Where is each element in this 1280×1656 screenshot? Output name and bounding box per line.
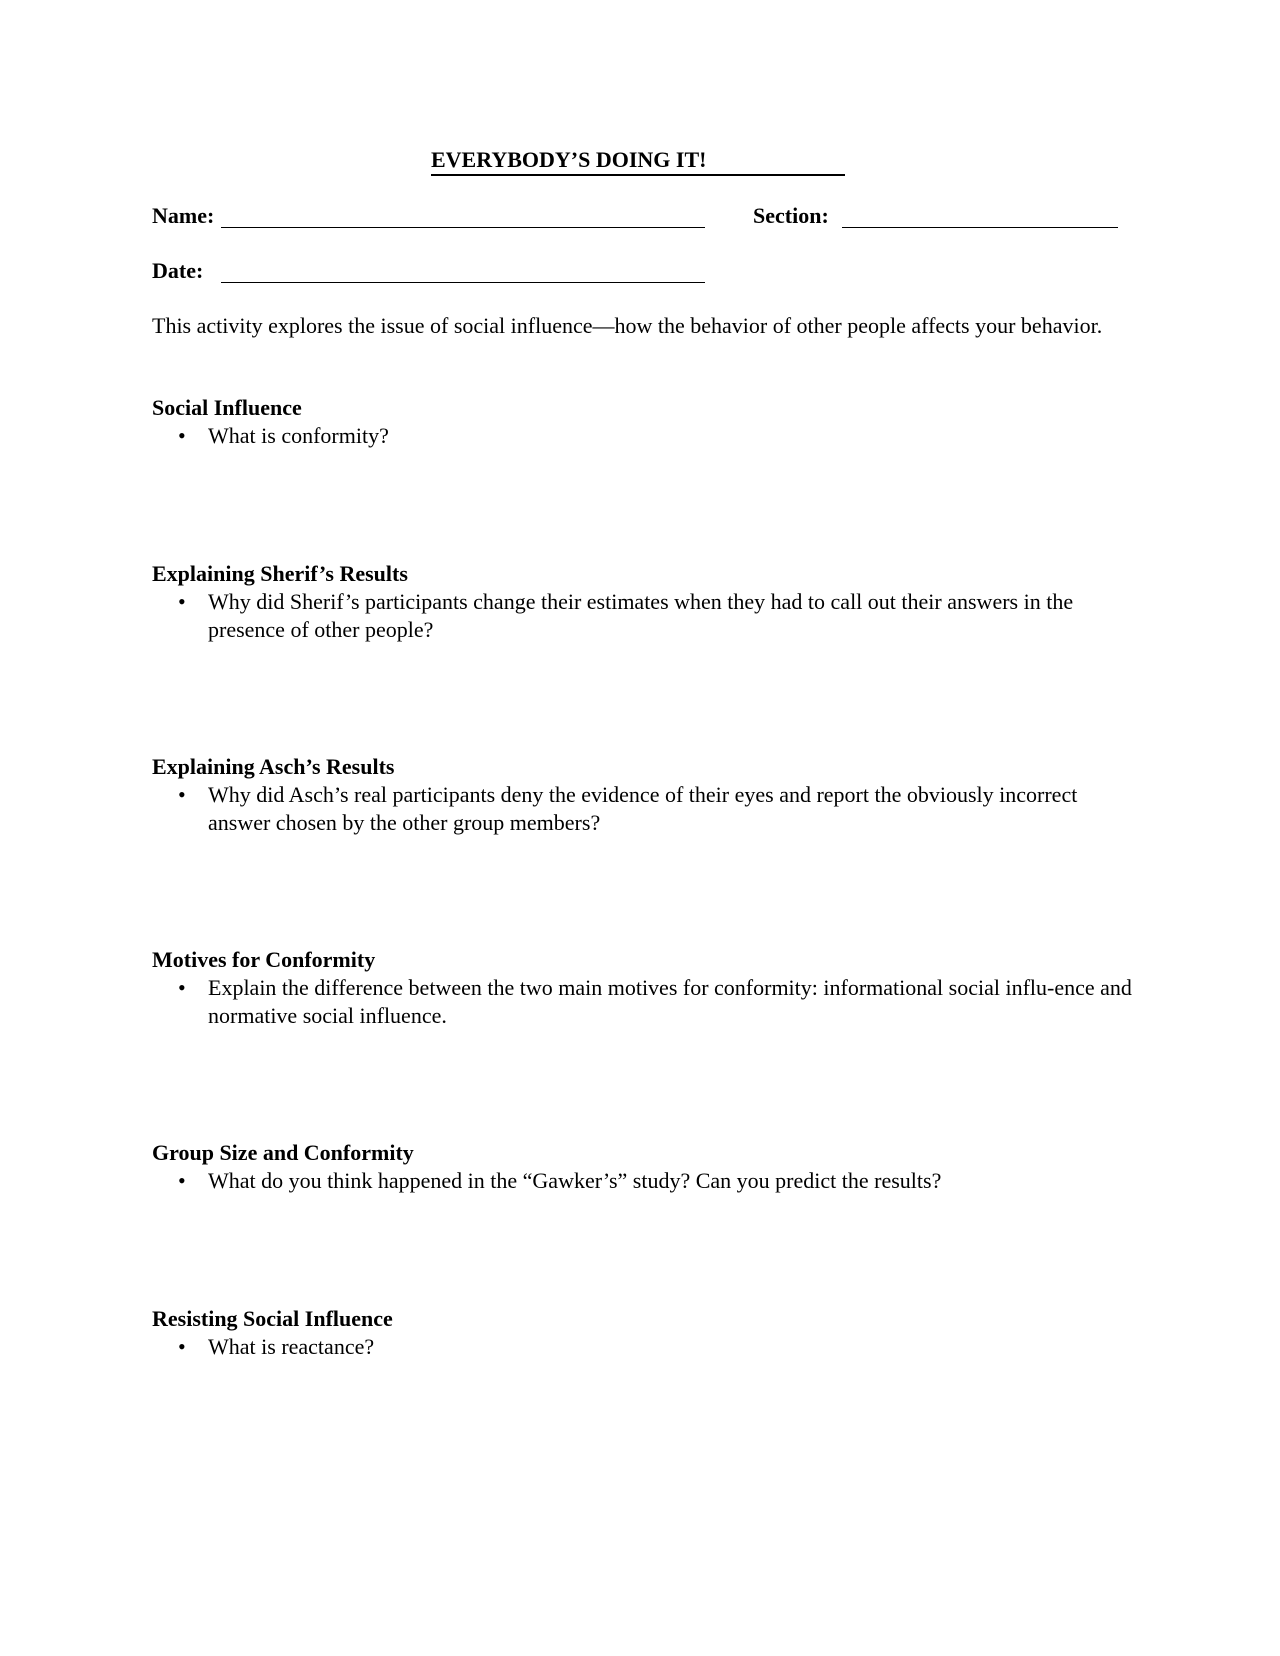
bullet-icon: • [178,975,186,1000]
section-heading-resisting: Resisting Social Influence [152,1306,393,1331]
bullet-icon: • [178,423,186,448]
question-gawkers: What do you think happened in the “Gawker’s” study? Can you predict the results? [208,1168,942,1193]
question-motives: Explain the difference between the two main motives for conformity: informational social influ-ence and normative social influence. [208,975,1132,1028]
section-heading-sherif: Explaining Sherif’s Results [152,561,408,586]
section-heading-group-size: Group Size and Conformity [152,1140,414,1165]
question-conformity: What is conformity? [208,423,389,448]
bullet-icon: • [178,782,186,807]
bullet-icon: • [178,1334,186,1359]
date-field[interactable] [221,282,705,283]
page-title: EVERYBODY’S DOING IT! [431,146,845,176]
section-field[interactable] [842,227,1118,228]
question-reactance: What is reactance? [208,1334,375,1359]
section-heading-social-influence: Social Influence [152,395,302,420]
question-sherif: Why did Sherif’s participants change their estimates when they had to call out their answers in the presence of other people? [208,589,1074,642]
section-label: Section: [753,203,829,228]
intro-paragraph: This activity explores the issue of social influence—how the behavior of other people affects your behavior. [152,313,1103,338]
bullet-icon: • [178,589,186,614]
date-label: Date: [152,258,204,283]
bullet-icon: • [178,1168,186,1193]
name-field[interactable] [221,227,705,228]
section-heading-motives: Motives for Conformity [152,947,376,972]
question-asch: Why did Asch’s real participants deny the evidence of their eyes and report the obviously incorrect answer chosen by the other group members? [208,782,1078,835]
name-label: Name: [152,203,215,228]
section-heading-asch: Explaining Asch’s Results [152,754,395,779]
